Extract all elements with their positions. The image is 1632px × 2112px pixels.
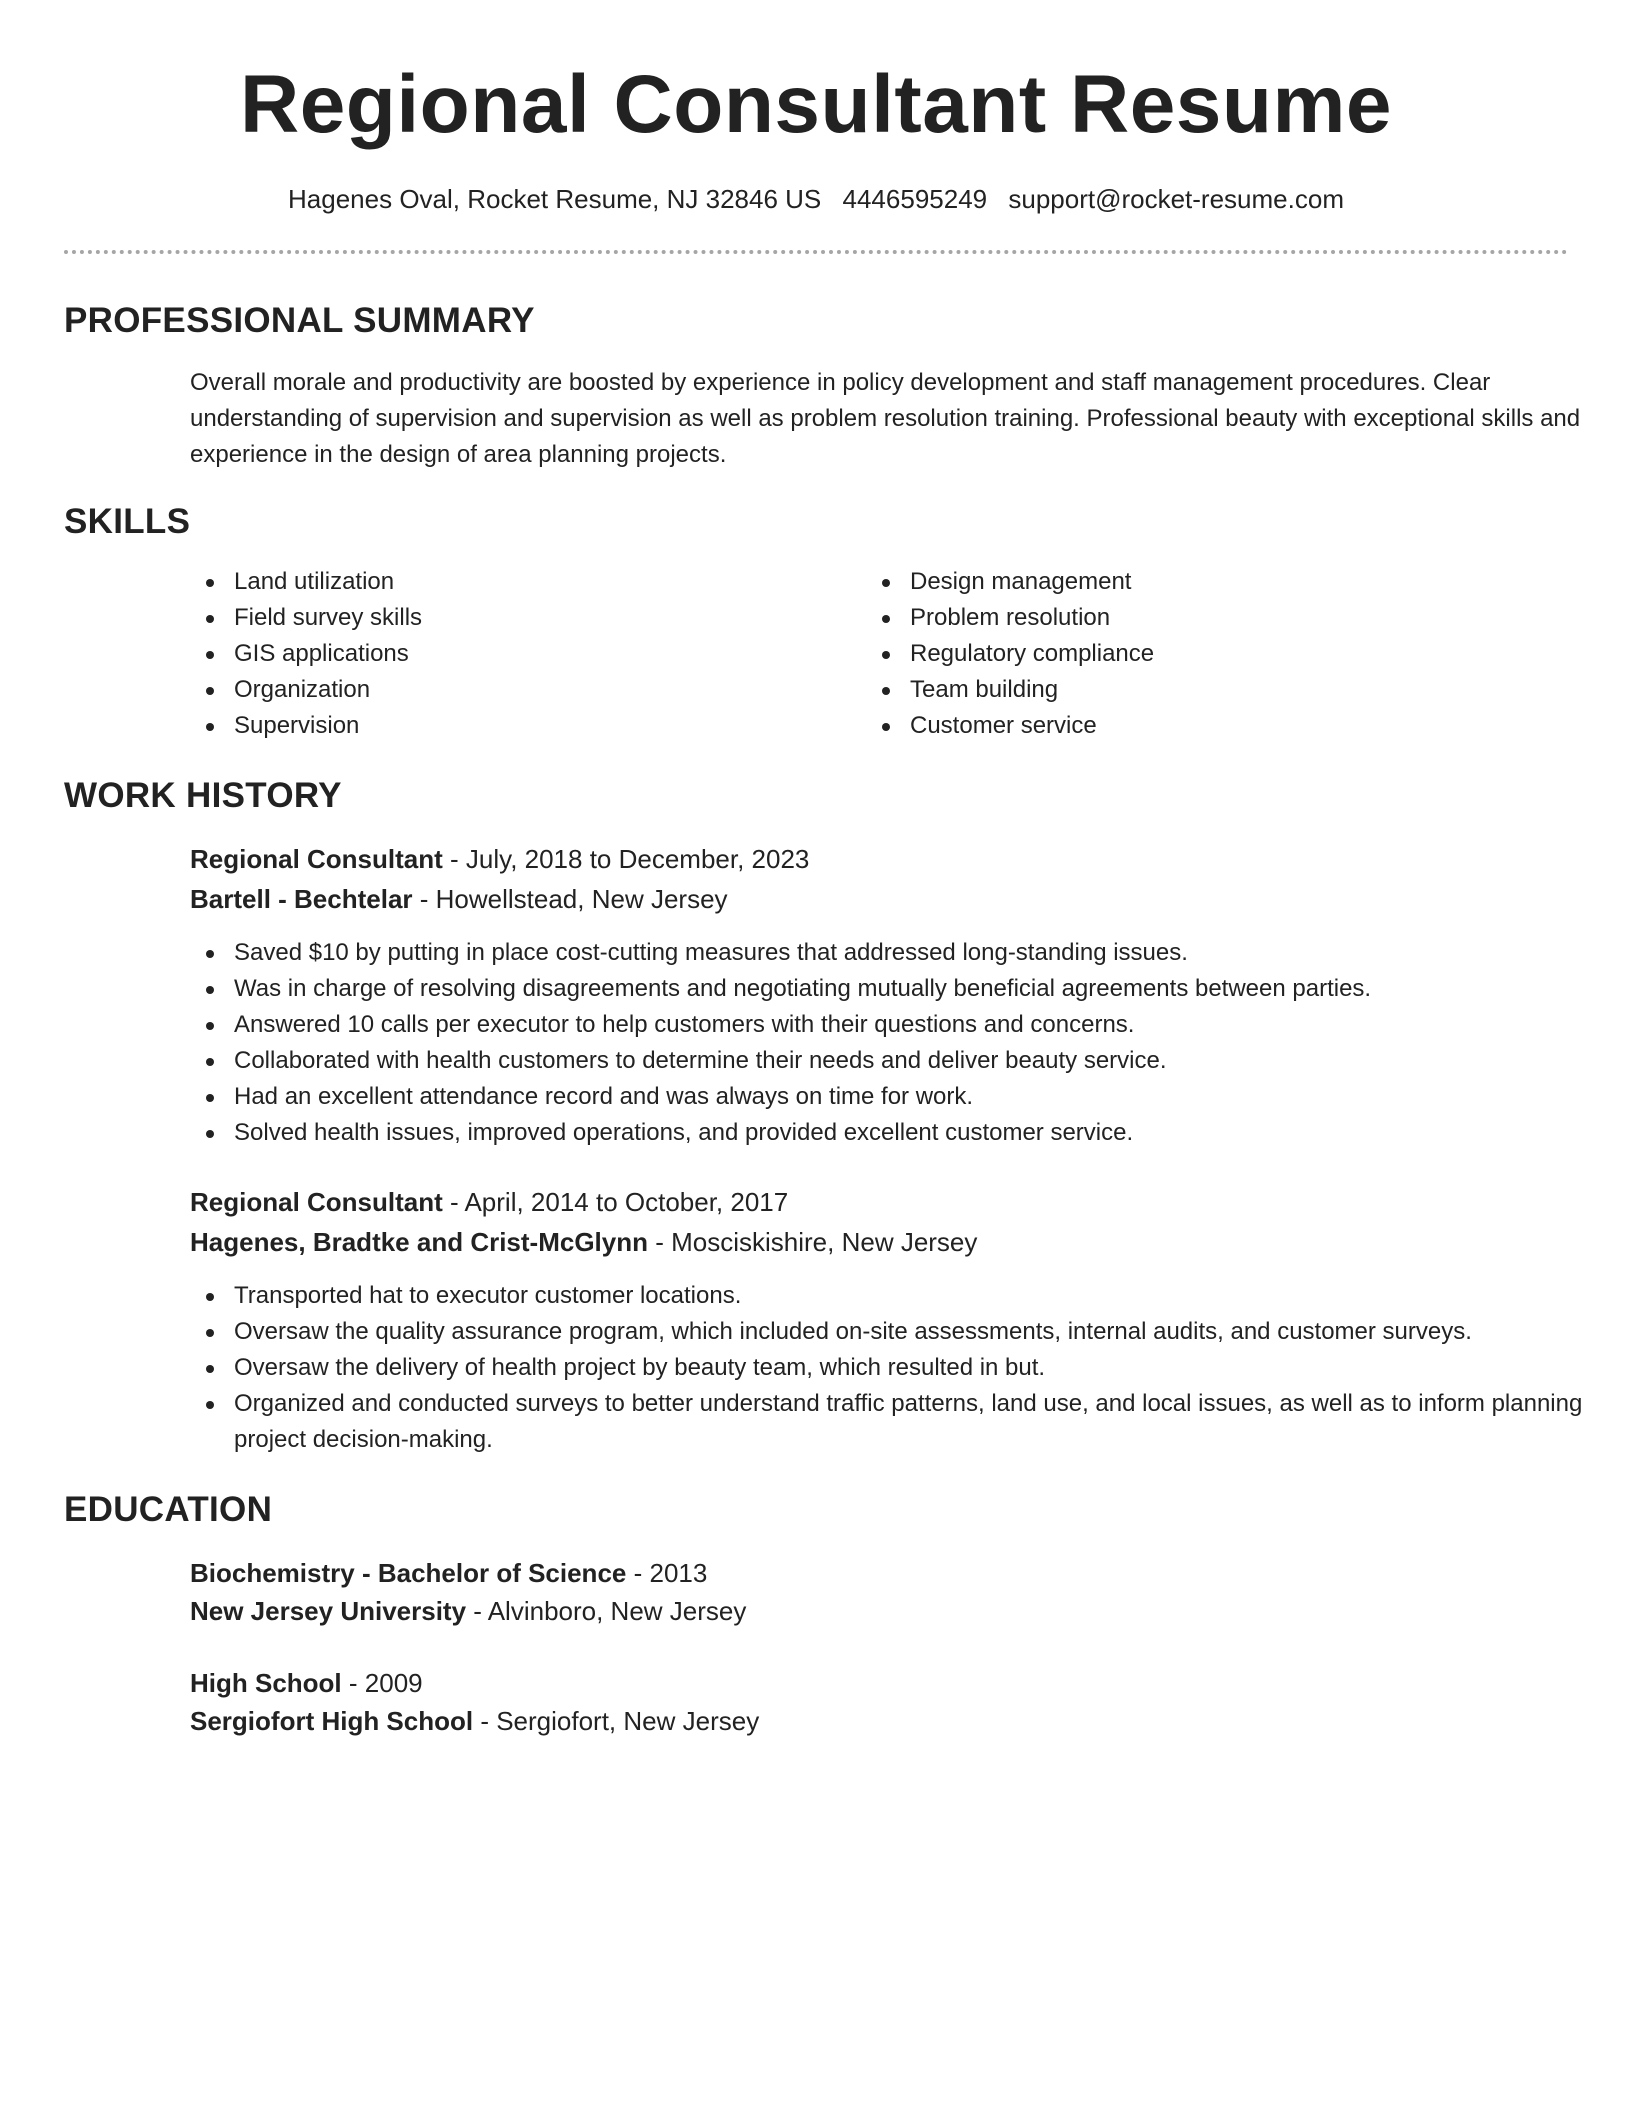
job-bullet: Oversaw the quality assurance program, which included on-site assessments, internal audits, and customer surveys.	[190, 1314, 1600, 1350]
education-degree-line	[190, 1554, 707, 1592]
skill-item: Design management	[866, 564, 1506, 600]
job-bullet: Answered 10 calls per executor to help customers with their questions and concerns.	[190, 1007, 1600, 1043]
contact-phone: 4446595249	[842, 184, 988, 214]
skills-list-left	[190, 564, 830, 744]
job-bullet: Organized and conducted surveys to better understand traffic patterns, land use, and local issues, as well as to inform planning project decision-making.	[190, 1386, 1600, 1458]
job-bullet: Had an excellent attendance record and was always on time for work.	[190, 1079, 1600, 1115]
education-degree-line	[190, 1664, 423, 1702]
skill-item: Supervision	[190, 708, 830, 744]
job-dates: - July, 2018 to December, 2023	[442, 844, 810, 874]
job-location: - Mosciskishire, New Jersey	[648, 1227, 978, 1257]
education-heading: EDUCATION	[64, 1490, 273, 1529]
job-bullet: Collaborated with health customers to determine their needs and deliver beauty service.	[190, 1043, 1600, 1079]
education-degree: High School	[190, 1668, 342, 1698]
job-company-line	[190, 1223, 977, 1261]
header-divider	[64, 250, 1568, 254]
education-year: - 2013	[626, 1558, 708, 1588]
job-bullets	[190, 935, 1600, 1151]
education-location: - Alvinboro, New Jersey	[466, 1596, 747, 1626]
job-company: Bartell - Bechtelar	[190, 884, 413, 914]
job-title-line	[190, 1183, 788, 1221]
job-bullet: Was in charge of resolving disagreements and negotiating mutually beneficial agreements between parties.	[190, 971, 1600, 1007]
skill-item: Land utilization	[190, 564, 830, 600]
education-school: New Jersey University	[190, 1596, 467, 1626]
skill-item: Team building	[866, 672, 1506, 708]
work-heading: WORK HISTORY	[64, 776, 342, 815]
job-dates: - April, 2014 to October, 2017	[442, 1187, 789, 1217]
education-degree: Biochemistry - Bachelor of Science	[190, 1558, 627, 1588]
skill-item: Customer service	[866, 708, 1506, 744]
job-title-line	[190, 840, 809, 878]
summary-heading: PROFESSIONAL SUMMARY	[64, 301, 535, 340]
job-bullet: Saved $10 by putting in place cost-cutting measures that addressed long-standing issues.	[190, 935, 1600, 971]
skill-item: GIS applications	[190, 636, 830, 672]
skills-list-right	[866, 564, 1506, 744]
education-school-line	[190, 1702, 759, 1740]
education-year: - 2009	[341, 1668, 423, 1698]
skill-item: Regulatory compliance	[866, 636, 1506, 672]
summary-text: Overall morale and productivity are boosted by experience in policy development and staff management procedures. Clear understanding of supervision and supervision as well as problem resolution training. Professional beauty with exceptional skills and experience in the design of area planning projects.	[190, 369, 1581, 468]
job-bullets	[190, 1278, 1600, 1458]
skill-item: Organization	[190, 672, 830, 708]
job-company: Hagenes, Bradtke and Crist-McGlynn	[190, 1227, 648, 1257]
contact-line	[64, 180, 1568, 218]
skills-heading: SKILLS	[64, 502, 191, 541]
job-location: - Howellstead, New Jersey	[412, 884, 728, 914]
education-school-line	[190, 1592, 746, 1630]
skill-item: Problem resolution	[866, 600, 1506, 636]
contact-email: support@rocket-resume.com	[1008, 184, 1344, 214]
education-school: Sergiofort High School	[190, 1706, 474, 1736]
job-bullet: Oversaw the delivery of health project by beauty team, which resulted in but.	[190, 1350, 1600, 1386]
skill-item: Field survey skills	[190, 600, 830, 636]
job-title: Regional Consultant	[190, 844, 443, 874]
job-bullet: Solved health issues, improved operations, and provided excellent customer service.	[190, 1115, 1600, 1151]
job-title: Regional Consultant	[190, 1187, 443, 1217]
resume-page	[64, 0, 1583, 2112]
resume-title: Regional Consultant Resume	[239, 59, 1393, 150]
job-bullet: Transported hat to executor customer locations.	[190, 1278, 1600, 1314]
contact-address: Hagenes Oval, Rocket Resume, NJ 32846 US	[288, 184, 822, 214]
job-company-line	[190, 880, 728, 918]
education-location: - Sergiofort, New Jersey	[473, 1706, 760, 1736]
